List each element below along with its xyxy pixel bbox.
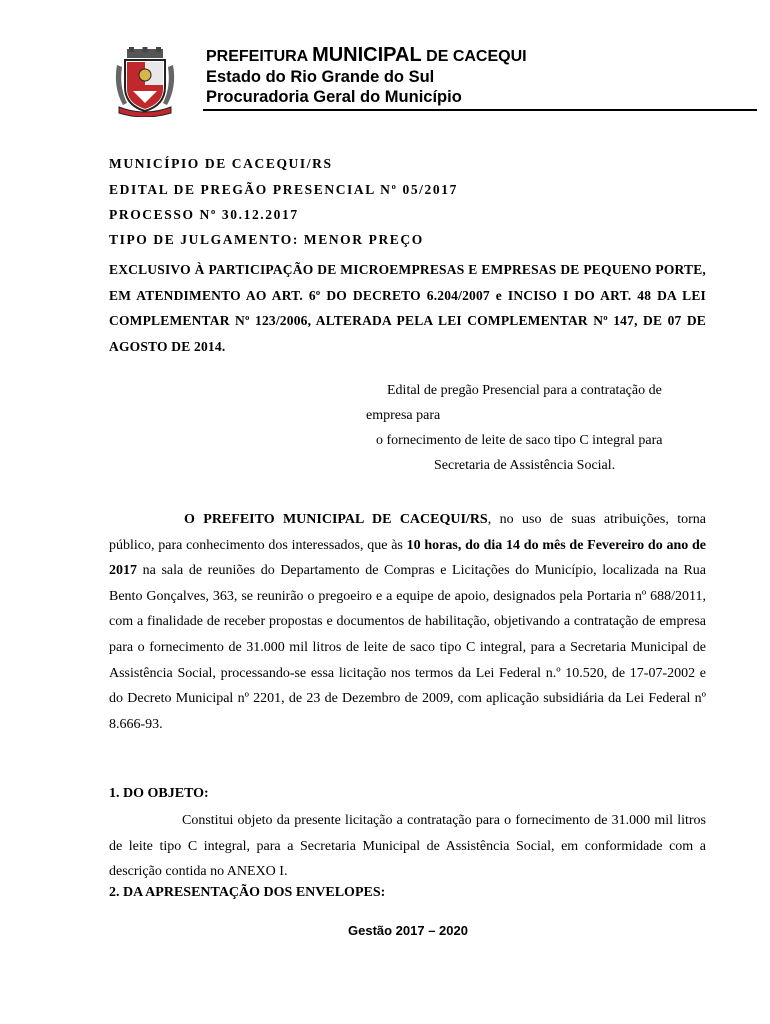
municipal-coat-of-arms-icon <box>113 47 177 117</box>
header-prefeitura-title: PREFEITURA MUNICIPAL DE CACEQUI <box>206 44 527 66</box>
ementa-line-3: o fornecimento de leite de saco tipo C integral para <box>376 433 663 448</box>
ementa-line-2: empresa para <box>366 408 441 423</box>
ementa-line-4: Secretaria de Assistência Social. <box>434 458 616 473</box>
footer-gestao: Gestão 2017 – 2020 <box>348 923 468 938</box>
header-estado: Estado do Rio Grande do Sul <box>206 68 435 86</box>
header-procuradoria: Procuradoria Geral do Município <box>206 88 462 106</box>
heading-tipo-julgamento: TIPO DE JULGAMENTO: MENOR PREÇO <box>109 232 424 247</box>
heading-municipio: MUNICÍPIO DE CACEQUI/RS <box>109 156 333 171</box>
heading-processo: PROCESSO Nº 30.12.2017 <box>109 207 299 222</box>
heading-exclusivo: EXCLUSIVO À PARTICIPAÇÃO DE MICROEMPRESAS E EMPRESAS DE PEQUENO PORTE, EM ATENDIMENTO AO ART. 6º DO DECRETO 6.204/2007 e INCISO I DO ART. 48 DA LEI COMPLEMENTAR Nº 123/2006, ALTERADA PELA LEI COMPLEMENTAR Nº 147, DE 07 DE AGOSTO DE 2014. <box>109 262 706 354</box>
section-envelopes-title: 2. DA APRESENTAÇÃO DOS ENVELOPES: <box>109 885 386 900</box>
section-objeto-text: Constitui objeto da presente licitação a contratação para o fornecimento de 31.000 mil litros de leite tipo C integral, para a Secretaria Municipal de Assistência Social, em conformidade com a descrição contida no ANEXO I. <box>109 813 706 880</box>
preamble-paragraph: O PREFEITO MUNICIPAL DE CACEQUI/RS, no uso de suas atribuições, torna público, para conhecimento dos interessados, que às 10 horas, do dia 14 do mês de Fevereiro do ano de 2017 na sala de reuniões do Departamento de Compras e Licitações do Município, localizada na Rua Bento Gonçalves, 363, se reunirão o pregoeiro e a equipe de apoio, designados pela Portaria nº 688/2011, com a finalidade de receber propostas e documentos de habilitação, objetivando a contratação de empresa para o fornecimento de 31.000 mil litros de leite de saco tipo C integral, para a Secretaria Municipal de Assistência Social, processando-se essa licitação nos termos da Lei Federal n.º 10.520, de 17-07-2002 e do Decreto Municipal nº 2201, de 23 de Dezembro de 2009, com aplicação subsidiária da Lei Federal nº 8.666-93. <box>109 512 706 732</box>
header-divider <box>203 109 757 111</box>
heading-edital: EDITAL DE PREGÃO PRESENCIAL Nº 05/2017 <box>109 182 458 197</box>
section-objeto-title: 1. DO OBJETO: <box>109 786 209 801</box>
ementa-line-1: Edital de pregão Presencial para a contratação de <box>387 383 662 398</box>
